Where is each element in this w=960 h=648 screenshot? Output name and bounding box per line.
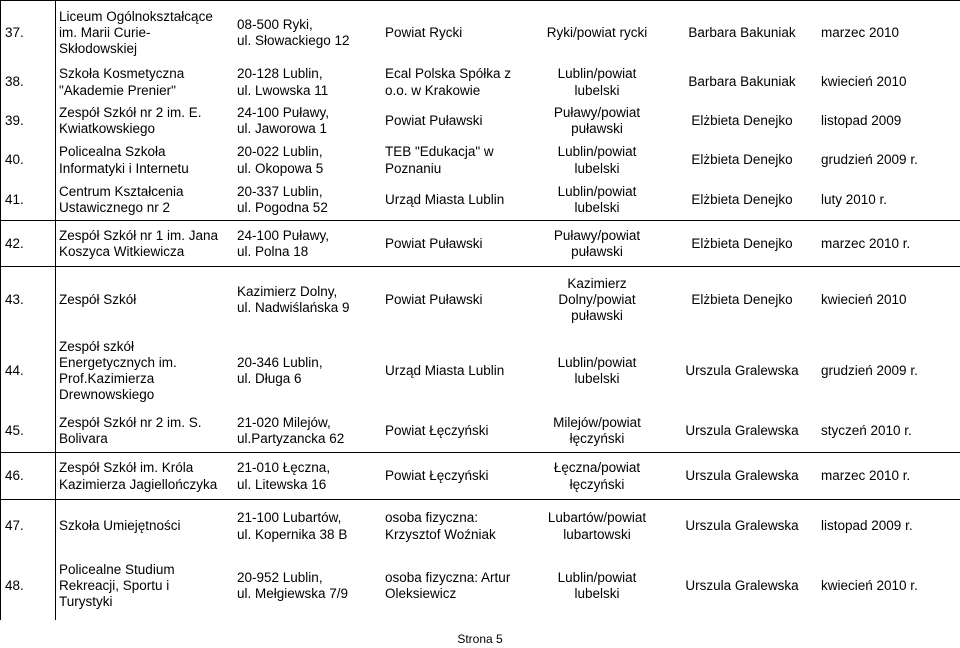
location: Lublin/powiat lubelski [557, 183, 637, 215]
inspector-name: Barbara Bakuniak [688, 24, 796, 40]
founding-body: Powiat Łęczyński [385, 422, 489, 438]
founding-body: Powiat Puławski [385, 235, 483, 251]
school-address-cell [233, 453, 376, 500]
location-cell [527, 141, 667, 180]
inspector-name-cell [667, 1, 817, 65]
inspector-name: Elżbieta Denejko [691, 235, 793, 251]
school-name: Zespół Szkół [59, 291, 137, 307]
founding-body: Powiat Rycki [385, 24, 463, 40]
founding-body-cell [381, 410, 523, 452]
row-number: 40. [5, 152, 24, 168]
school-name: Policealne Studium Rekreacji, Sportu i Turystyki [59, 561, 175, 610]
inspector-name-cell [667, 552, 817, 620]
inspection-date-cell [817, 453, 960, 500]
row-number: 44. [5, 362, 24, 378]
school-address: 21-100 Lubartów, ul. Kopernika 38 B [237, 510, 348, 542]
location: Lublin/powiat lubelski [557, 144, 637, 176]
location-cell [527, 500, 667, 553]
table-row [0, 64, 960, 101]
row-number: 38. [5, 74, 24, 90]
founding-body: Powiat Puławski [385, 291, 483, 307]
inspection-date: grudzień 2009 r. [821, 152, 918, 168]
founding-body-cell [381, 332, 523, 410]
row-number-cell [0, 332, 55, 410]
location: Lublin/powiat lubelski [557, 354, 637, 386]
founding-body-cell [381, 1, 523, 65]
row-number-cell [0, 552, 55, 620]
school-address: 20-022 Lublin, ul. Okopowa 5 [237, 144, 324, 176]
school-name: Zespół Szkół nr 2 im. S. Bolivara [59, 414, 202, 446]
inspection-date: marzec 2010 [821, 24, 900, 40]
founding-body: Powiat Puławski [385, 112, 483, 128]
inspection-date-cell [817, 221, 960, 267]
inspection-date: styczeń 2010 r. [821, 422, 912, 438]
inspection-date: marzec 2010 r. [821, 468, 911, 484]
school-address: 24-100 Puławy, ul. Jaworowa 1 [237, 104, 330, 136]
inspection-date-cell [817, 101, 960, 141]
founding-body-cell [381, 267, 523, 333]
school-address-cell [233, 64, 376, 101]
founding-body: osoba fizyczna: Krzysztof Woźniak [385, 510, 496, 542]
founding-body-cell [381, 101, 523, 141]
table-row [0, 410, 960, 452]
school-name-cell [55, 552, 227, 620]
school-name-cell [55, 332, 227, 410]
row-number-cell [0, 64, 55, 101]
school-address-cell [233, 410, 376, 452]
location-cell [527, 267, 667, 333]
inspector-name-cell [667, 141, 817, 180]
school-address-cell [233, 500, 376, 553]
inspector-name-cell [667, 332, 817, 410]
location: Kazimierz Dolny/powiat puławski [558, 275, 636, 324]
location-cell [527, 552, 667, 620]
location-cell [527, 180, 667, 220]
inspector-name-cell [667, 410, 817, 452]
inspection-date-cell [817, 267, 960, 333]
inspector-name-cell [667, 64, 817, 101]
table-row [0, 452, 960, 500]
inspection-date-cell [817, 332, 960, 410]
inspector-name-cell [667, 267, 817, 333]
inspection-date-cell [817, 552, 960, 620]
founding-body-cell [381, 221, 523, 267]
school-address: 20-952 Lublin, ul. Mełgiewska 7/9 [237, 569, 349, 601]
inspector-name-cell [667, 180, 817, 220]
inspector-name: Urszula Gralewska [685, 468, 799, 484]
school-name: Centrum Kształcenia Ustawicznego nr 2 [59, 183, 184, 215]
location: Puławy/powiat puławski [553, 104, 641, 136]
inspection-date-cell [817, 410, 960, 452]
location: Milejów/powiat łęczyński [553, 414, 641, 446]
school-name-cell [55, 101, 227, 141]
founding-body: osoba fizyczna: Artur Oleksiewicz [385, 569, 511, 601]
founding-body: Powiat Łęczyński [385, 468, 489, 484]
inspector-name: Urszula Gralewska [685, 422, 799, 438]
founding-body-cell [381, 453, 523, 500]
location: Lubartów/powiat lubartowski [547, 510, 647, 542]
row-number-cell [0, 180, 55, 220]
location: Ryki/powiat rycki [546, 24, 648, 40]
location: Łęczna/powiat łęczyński [553, 460, 641, 492]
school-address: 20-346 Lublin, ul. Długa 6 [237, 354, 323, 386]
school-name: Policealna Szkoła Informatyki i Internetu [59, 144, 189, 176]
founding-body-cell [381, 180, 523, 220]
school-name-cell [55, 180, 227, 220]
location-cell [527, 1, 667, 65]
table-row [0, 332, 960, 410]
inspector-name: Elżbieta Denejko [691, 112, 793, 128]
school-address-cell [233, 1, 376, 65]
inspection-date: kwiecień 2010 [821, 74, 907, 90]
table-row [0, 552, 960, 620]
school-address: Kazimierz Dolny, ul. Nadwiślańska 9 [237, 283, 350, 315]
inspection-date: kwiecień 2010 [821, 291, 907, 307]
table-row [0, 220, 960, 267]
inspection-date: luty 2010 r. [821, 191, 888, 207]
inspector-name: Elżbieta Denejko [691, 191, 793, 207]
school-name-cell [55, 64, 227, 101]
row-number-cell [0, 101, 55, 141]
school-name: Liceum Ogólnokształcące im. Marii Curie- Skłodowskiej [59, 8, 213, 57]
inspector-name-cell [667, 500, 817, 553]
location-cell [527, 332, 667, 410]
school-name: Zespół Szkół nr 1 im. Jana Koszyca Witkiewicza [59, 227, 219, 259]
inspection-date-cell [817, 500, 960, 553]
inspection-date: listopad 2009 r. [821, 518, 913, 534]
location: Lublin/powiat lubelski [557, 66, 637, 98]
school-name-cell [55, 410, 227, 452]
row-number: 39. [5, 112, 24, 128]
table-row [0, 266, 960, 333]
row-number-cell [0, 141, 55, 180]
row-number: 42. [5, 235, 24, 251]
founding-body: Urząd Miasta Lublin [385, 362, 505, 378]
school-address-cell [233, 221, 376, 267]
row-number-cell [0, 267, 55, 333]
founding-body: TEB "Edukacja" w Poznaniu [385, 144, 494, 176]
school-name: Szkoła Umiejętności [59, 518, 181, 534]
location-cell [527, 410, 667, 452]
inspector-name: Urszula Gralewska [685, 518, 799, 534]
inspector-name: Elżbieta Denejko [691, 291, 793, 307]
school-address: 21-010 Łęczna, ul. Litewska 16 [237, 460, 331, 492]
column-divider [55, 0, 56, 620]
inspector-name: Barbara Bakuniak [688, 74, 796, 90]
inspector-name-cell [667, 221, 817, 267]
school-address: 21-020 Milejów, ul.Partyzancka 62 [237, 414, 345, 446]
row-number: 43. [5, 291, 24, 307]
location-cell [527, 64, 667, 101]
school-name-cell [55, 267, 227, 333]
table-row [0, 180, 960, 220]
row-number-cell [0, 410, 55, 452]
founding-body-cell [381, 64, 523, 101]
school-address-cell [233, 101, 376, 141]
school-name-cell [55, 453, 227, 500]
founding-body: Urząd Miasta Lublin [385, 191, 505, 207]
school-address: 24-100 Puławy, ul. Polna 18 [237, 227, 330, 259]
school-address-cell [233, 332, 376, 410]
row-number: 41. [5, 191, 24, 207]
row-number-cell [0, 453, 55, 500]
inspection-date: kwiecień 2010 r. [821, 577, 918, 593]
inspection-date-cell [817, 141, 960, 180]
row-number: 48. [5, 577, 24, 593]
school-address: 20-337 Lublin, ul. Pogodna 52 [237, 183, 328, 215]
school-address-cell [233, 267, 376, 333]
school-address: 20-128 Lublin, ul. Lwowska 11 [237, 66, 329, 98]
row-number: 37. [5, 24, 24, 40]
row-number: 47. [5, 518, 24, 534]
inspector-name-cell [667, 453, 817, 500]
school-name: Zespół szkół Energetycznych im. Prof.Kazimierza Drewnowskiego [59, 338, 177, 403]
inspection-date: grudzień 2009 r. [821, 362, 918, 378]
school-address-cell [233, 180, 376, 220]
inspector-name: Elżbieta Denejko [691, 152, 793, 168]
school-name: Szkoła Kosmetyczna "Akademie Prenier" [59, 66, 185, 98]
founding-body-cell [381, 552, 523, 620]
inspector-name: Urszula Gralewska [685, 362, 799, 378]
school-name-cell [55, 141, 227, 180]
founding-body-cell [381, 141, 523, 180]
inspector-name-cell [667, 101, 817, 141]
page-footer: Strona 5 [457, 632, 503, 646]
school-name-cell [55, 221, 227, 267]
table-row [0, 101, 960, 141]
row-number: 46. [5, 468, 24, 484]
row-number: 45. [5, 422, 24, 438]
row-number-cell [0, 221, 55, 267]
location-cell [527, 453, 667, 500]
inspector-name: Urszula Gralewska [685, 577, 799, 593]
table-row [0, 141, 960, 180]
school-name: Zespół Szkół im. Króla Kazimierza Jagiellończyka [59, 460, 218, 492]
school-address-cell [233, 552, 376, 620]
location: Lublin/powiat lubelski [557, 569, 637, 601]
school-name-cell [55, 500, 227, 553]
location: Puławy/powiat puławski [553, 227, 641, 259]
inspection-date-cell [817, 1, 960, 65]
school-address: 08-500 Ryki, ul. Słowackiego 12 [237, 16, 350, 48]
location-cell [527, 101, 667, 141]
school-address-cell [233, 141, 376, 180]
school-name-cell [55, 1, 227, 65]
table-row [0, 0, 960, 65]
inspection-date: listopad 2009 [821, 112, 902, 128]
inspection-date: marzec 2010 r. [821, 235, 911, 251]
table-row [0, 499, 960, 553]
school-name: Zespół Szkół nr 2 im. E. Kwiatkowskiego [59, 104, 202, 136]
row-number-cell [0, 500, 55, 553]
inspection-date-cell [817, 180, 960, 220]
inspection-date-cell [817, 64, 960, 101]
row-number-cell [0, 1, 55, 65]
location-cell [527, 221, 667, 267]
founding-body-cell [381, 500, 523, 553]
founding-body: Ecal Polska Spółka z o.o. w Krakowie [385, 66, 512, 98]
